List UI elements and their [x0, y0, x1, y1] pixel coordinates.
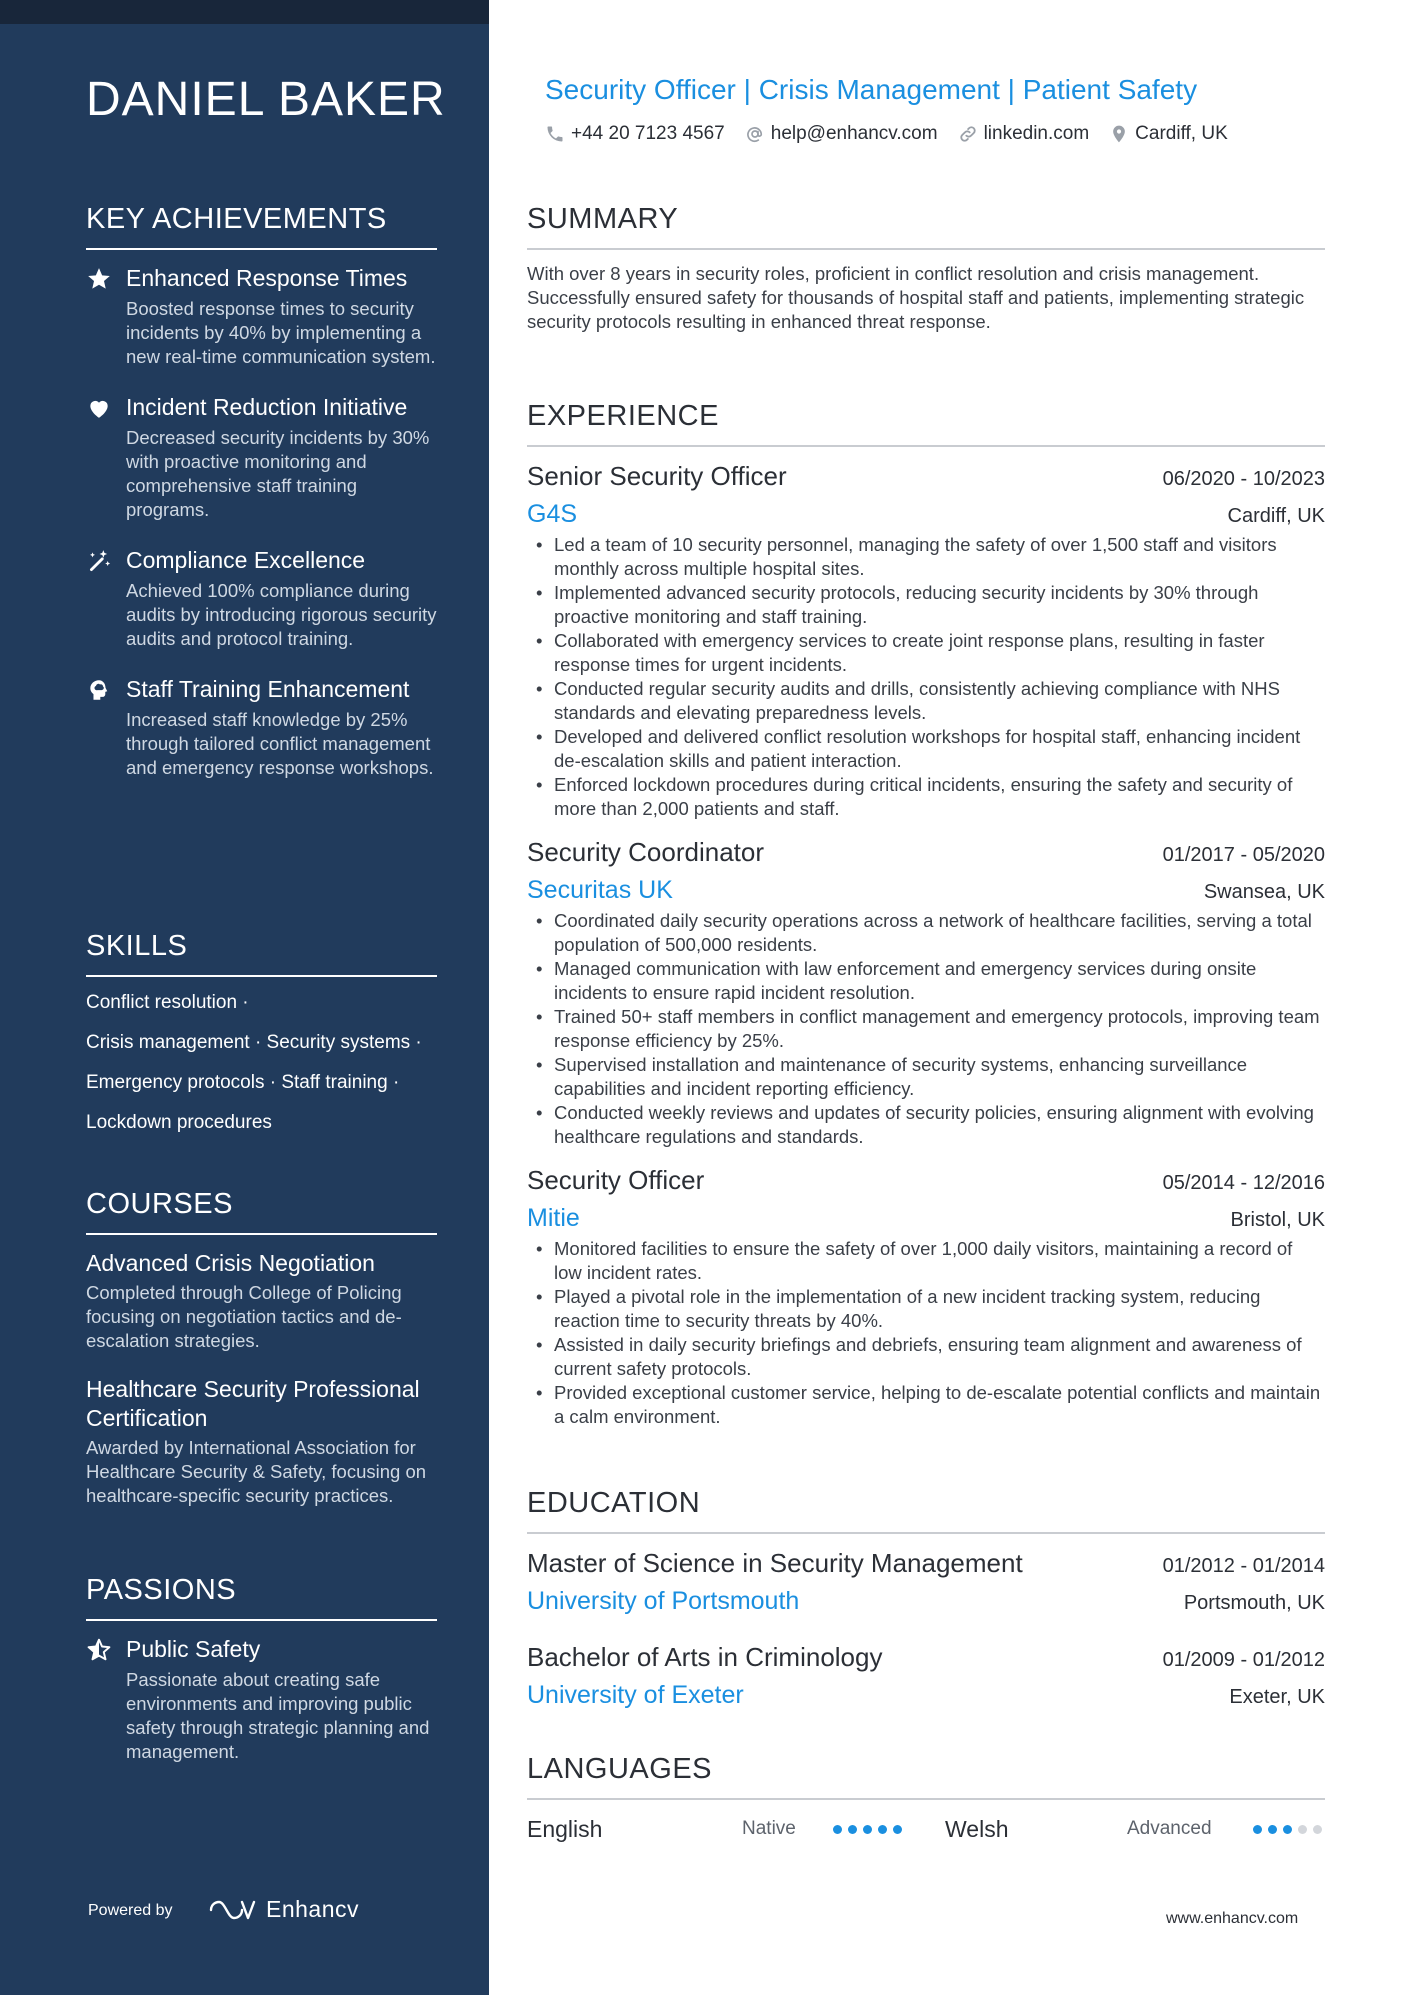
achievement-desc: Decreased security incidents by 30% with proactive monitoring and comprehensive staff training programs. — [126, 427, 430, 520]
heart-icon — [86, 395, 112, 421]
achievements-section — [86, 203, 437, 804]
courses-section — [86, 1188, 437, 1530]
summary-title: SUMMARY — [527, 203, 1325, 250]
achievements-title: KEY ACHIEVEMENTS — [86, 203, 437, 250]
job-bullets — [527, 533, 1325, 821]
rating-dot-empty — [1313, 1825, 1322, 1834]
skill-line: Crisis management · Security systems · — [86, 1032, 422, 1053]
passions-title: PASSIONS — [86, 1574, 437, 1621]
job-bullet: • Implemented advanced security protocols, reducing security incidents by 30% through proactive monitoring and staff training. — [527, 581, 1325, 629]
job-bullet: • Coordinated daily security operations across a network of healthcare facilities, serving a total population of 500,000 residents. — [527, 909, 1325, 957]
job-company: Securitas UK — [527, 876, 673, 904]
star-half-icon — [86, 1637, 112, 1663]
contact-linkedin-text: linkedin.com — [983, 123, 1090, 144]
rating-dot-empty — [1298, 1825, 1307, 1834]
language-name: Welsh — [945, 1815, 1009, 1842]
rating-dot-filled — [878, 1825, 887, 1834]
course-desc: Awarded by International Association for Healthcare Security & Safety, focusing on healthcare-specific security practices. — [86, 1437, 427, 1506]
job-entry — [527, 459, 1325, 821]
contact-bar — [545, 123, 1228, 145]
passion-title: Public Safety — [126, 1636, 261, 1662]
enhancv-logo-icon — [208, 1897, 256, 1923]
language-name: English — [527, 1815, 603, 1842]
language-rating — [833, 1825, 945, 1834]
job-entry — [527, 1163, 1325, 1429]
experience-section — [527, 400, 1325, 1443]
job-bullet: • Enforced lockdown procedures during critical incidents, ensuring the safety and security of more than 2,000 patients and staff. — [527, 773, 1325, 821]
star-icon — [86, 266, 112, 292]
skill-line: Lockdown procedures — [86, 1112, 272, 1133]
job-bullet: • Provided exceptional customer service, helping to de-escalate potential conflicts and maintain a calm environment. — [527, 1381, 1325, 1429]
achievement-item — [86, 393, 437, 522]
school-name: University of Portsmouth — [527, 1587, 800, 1615]
languages-title: LANGUAGES — [527, 1753, 1325, 1800]
achievement-title: Incident Reduction Initiative — [126, 394, 408, 420]
job-location: Cardiff, UK — [1227, 505, 1325, 527]
experience-title: EXPERIENCE — [527, 400, 1325, 447]
job-bullet: • Trained 50+ staff members in conflict management and emergency protocols, improving team response efficiency by 25%. — [527, 1005, 1325, 1053]
job-bullet: • Collaborated with emergency services to create joint response plans, resulting in faster response times for urgent incidents. — [527, 629, 1325, 677]
skills-section — [86, 930, 437, 1151]
contact-linkedin[interactable] — [958, 123, 1090, 145]
candidate-name: DANIEL BAKER — [86, 73, 446, 126]
job-entry — [527, 835, 1325, 1149]
enhancv-brand-name: Enhancv — [266, 1896, 360, 1922]
rating-dot-filled — [1253, 1825, 1262, 1834]
summary-section — [527, 203, 1325, 334]
rating-dot-filled — [1283, 1825, 1292, 1834]
job-title: Senior Security Officer — [527, 461, 787, 491]
powered-by-label: Powered by — [88, 1902, 173, 1919]
headline: Security Officer | Crisis Management | Patient Safety — [545, 74, 1198, 105]
brain-icon — [86, 677, 112, 703]
languages-section — [527, 1753, 1325, 1846]
at-icon — [745, 124, 765, 144]
job-bullet: • Led a team of 10 security personnel, managing the safety of over 1,500 staff and visitors monthly across multiple hospital sites. — [527, 533, 1325, 581]
contact-email-text: help@enhancv.com — [770, 123, 938, 144]
contact-phone[interactable] — [545, 123, 725, 145]
job-location: Bristol, UK — [1230, 1209, 1325, 1231]
rating-dot-filled — [893, 1825, 902, 1834]
course-title: Advanced Crisis Negotiation — [86, 1250, 375, 1276]
contact-email[interactable] — [745, 123, 938, 145]
job-bullet: • Assisted in daily security briefings and debriefs, ensuring team alignment and awareness of current safety protocols. — [527, 1333, 1325, 1381]
degree-title: Master of Science in Security Management — [527, 1548, 1023, 1578]
language-level: Advanced — [1127, 1818, 1212, 1839]
achievement-desc: Increased staff knowledge by 25% through tailored conflict management and emergency response workshops. — [126, 709, 434, 778]
job-company: Mitie — [527, 1204, 580, 1232]
job-dates: 05/2014 - 12/2016 — [1162, 1172, 1325, 1194]
skills-title: SKILLS — [86, 930, 437, 977]
job-dates: 01/2017 - 05/2020 — [1162, 844, 1325, 866]
course-item — [86, 1375, 437, 1508]
school-location: Exeter, UK — [1229, 1686, 1325, 1708]
school-location: Portsmouth, UK — [1183, 1592, 1325, 1614]
achievement-desc: Achieved 100% compliance during audits by introducing rigorous security audits and protocol training. — [126, 580, 437, 649]
job-bullet: • Played a pivotal role in the implementation of a new incident tracking system, reducing reaction time to security threats by 40%. — [527, 1285, 1325, 1333]
skill-line: Emergency protocols · Staff training · — [86, 1072, 400, 1093]
job-bullet: • Developed and delivered conflict resolution workshops for hospital staff, enhancing incident de-escalation skills and patient interaction. — [527, 725, 1325, 773]
achievement-title: Enhanced Response Times — [126, 265, 408, 291]
rating-dot-filled — [1268, 1825, 1277, 1834]
job-bullet: • Conducted regular security audits and drills, consistently achieving compliance with NHS standards and elevating preparedness levels. — [527, 677, 1325, 725]
rating-dot-filled — [848, 1825, 857, 1834]
course-item — [86, 1249, 437, 1353]
education-dates: 01/2009 - 01/2012 — [1162, 1649, 1325, 1671]
achievement-desc: Boosted response times to security incidents by 40% by implementing a new real-time communication system. — [126, 298, 436, 367]
courses-title: COURSES — [86, 1188, 437, 1235]
sidebar — [0, 0, 489, 1995]
rating-dot-filled — [863, 1825, 872, 1834]
languages-row — [527, 1812, 1325, 1846]
job-bullet: • Managed communication with law enforcement and emergency services during onsite incidents to ensure rapid incident resolution. — [527, 957, 1325, 1005]
magic-wand-icon — [86, 548, 112, 574]
contact-location-text: Cardiff, UK — [1135, 123, 1228, 144]
footer-url-link[interactable]: www.enhancv.com — [1166, 1910, 1299, 1927]
achievement-item — [86, 264, 437, 369]
job-company: G4S — [527, 500, 578, 528]
achievement-item — [86, 675, 437, 780]
contact-location — [1109, 123, 1228, 145]
link-icon — [958, 124, 978, 144]
school-name: University of Exeter — [527, 1681, 744, 1709]
job-bullet: • Supervised installation and maintenance of security systems, enhancing surveillance capabilities and incident reporting efficiency. — [527, 1053, 1325, 1101]
job-title: Security Officer — [527, 1165, 705, 1195]
contact-phone-text: +44 20 7123 4567 — [571, 123, 725, 144]
job-dates: 06/2020 - 10/2023 — [1162, 468, 1325, 490]
education-section — [527, 1487, 1325, 1734]
location-icon — [1109, 124, 1129, 144]
job-bullet: • Conducted weekly reviews and updates of security policies, ensuring alignment with evolving healthcare regulations and standards. — [527, 1101, 1325, 1149]
summary-text: With over 8 years in security roles, proficient in conflict resolution and crisis management. Successfully ensured safety for thousands of hospital staff and patients, implementing strategic security protocols resulting in enhanced threat response. — [527, 263, 1305, 332]
language-rating — [1253, 1825, 1322, 1834]
rating-dot-filled — [833, 1825, 842, 1834]
education-dates: 01/2012 - 01/2014 — [1162, 1555, 1325, 1577]
job-title: Security Coordinator — [527, 837, 764, 867]
course-desc: Completed through College of Policing focusing on negotiation tactics and de-escalation strategies. — [86, 1282, 402, 1351]
degree-title: Bachelor of Arts in Criminology — [527, 1642, 883, 1672]
job-bullet: • Monitored facilities to ensure the safety of over 1,000 daily visitors, maintaining a record of low incident rates. — [527, 1237, 1325, 1285]
sidebar-top-bar — [0, 0, 489, 24]
passions-section — [86, 1574, 437, 1788]
passion-item — [86, 1635, 437, 1764]
skill-line: Conflict resolution · — [86, 992, 249, 1013]
job-bullets — [527, 909, 1325, 1149]
passion-desc: Passionate about creating safe environments and improving public safety through strategic planning and management. — [126, 1669, 430, 1762]
job-location: Swansea, UK — [1203, 881, 1325, 903]
course-title: Healthcare Security Professional Certification — [86, 1376, 420, 1431]
achievement-item — [86, 546, 437, 651]
achievement-title: Compliance Excellence — [126, 547, 366, 573]
education-entry — [527, 1546, 1325, 1618]
phone-icon — [545, 124, 565, 144]
achievement-title: Staff Training Enhancement — [126, 676, 410, 702]
education-entry — [527, 1640, 1325, 1712]
job-bullets — [527, 1237, 1325, 1429]
enhancv-brand-link[interactable] — [208, 1896, 359, 1923]
education-title: EDUCATION — [527, 1487, 1325, 1534]
language-level: Native — [742, 1818, 796, 1839]
